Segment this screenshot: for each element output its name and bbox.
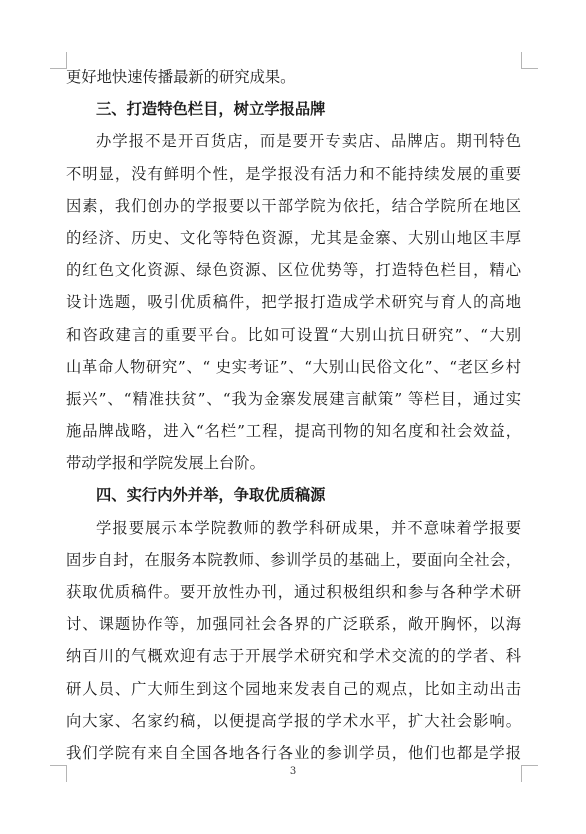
crop-mark-top-left-horizontal <box>50 68 67 69</box>
paragraph-line: 山革命人物研究”、“ 史实考证”、“大别山民俗文化”、“老区乡村 <box>66 357 521 376</box>
paragraph-line: 学报要展示本学院教师的教学科研成果，并不意味着学报要 <box>96 518 521 537</box>
paragraph-line: 施品牌战略，进入“名栏”工程，提高刊物的知名度和社会效益， <box>66 422 521 441</box>
paragraph-line: 纳百川的气概欢迎有志于开展学术研究和学术交流的的学者、科 <box>66 647 521 666</box>
paragraph-line: 获取优质稿件。要开放性办刊，通过积极组织和参与各种学术研 <box>66 583 521 601</box>
paragraph-line: 讨、课题协作等，加强同社会各界的广泛联系，敞开胸怀，以海 <box>66 615 521 634</box>
paragraph-line: 不明显，没有鲜明个性，是学报没有活力和不能持续发展的重要 <box>66 164 521 183</box>
paragraph-line: 带动学报和学院发展上台阶。 <box>66 454 265 473</box>
paragraph-line: 固步自封，在服务本院教师、参训学员的基础上，要面向全社会， <box>66 550 521 569</box>
section-heading: 三、打造特色栏目，树立学报品牌 <box>96 100 326 119</box>
paragraph-line: 办学报不是开百货店，而是要开专卖店、品牌店。期刊特色 <box>96 132 521 151</box>
page-number: 3 <box>289 766 297 777</box>
crop-mark-top-right-vertical <box>521 52 522 69</box>
paragraph-line: 振兴”、“精准扶贫”、“我为金寨发展建言献策” 等栏目，通过实 <box>66 389 521 408</box>
paragraph-line: 我们学院有来自全国各地各行各业的参训学员，他们也都是学报 <box>66 743 521 762</box>
body-text <box>66 67 521 775</box>
paragraph-line: 设计选题，吸引优质稿件，把学报打造成学术研究与育人的高地 <box>66 293 521 312</box>
paragraph-line: 的红色文化资源、绿色资源、区位优势等，打造特色栏目，精心 <box>66 261 521 280</box>
paragraph-line: 的经济、历史、文化等特色资源，尤其是金寨、大别山地区丰厚 <box>66 228 521 247</box>
crop-mark-top-right-horizontal <box>521 68 538 69</box>
paragraph-line: 因素，我们创办的学报要以干部学院为依托，结合学院所在地区 <box>66 196 521 215</box>
paragraph-line: 更好地快速传播最新的研究成果。 <box>66 68 296 86</box>
section-heading: 四、实行内外并举，争取优质稿源 <box>96 486 326 505</box>
paragraph-line: 向大家、名家约稿，以便提高学报的学术水平，扩大社会影响。 <box>66 711 521 730</box>
paragraph-line: 和咨政建言的重要平台。比如可设置“大别山抗日研究”、“大别 <box>66 325 521 344</box>
paragraph-line: 研人员、广大师生到这个园地来发表自己的观点，比如主动出击 <box>66 679 521 698</box>
